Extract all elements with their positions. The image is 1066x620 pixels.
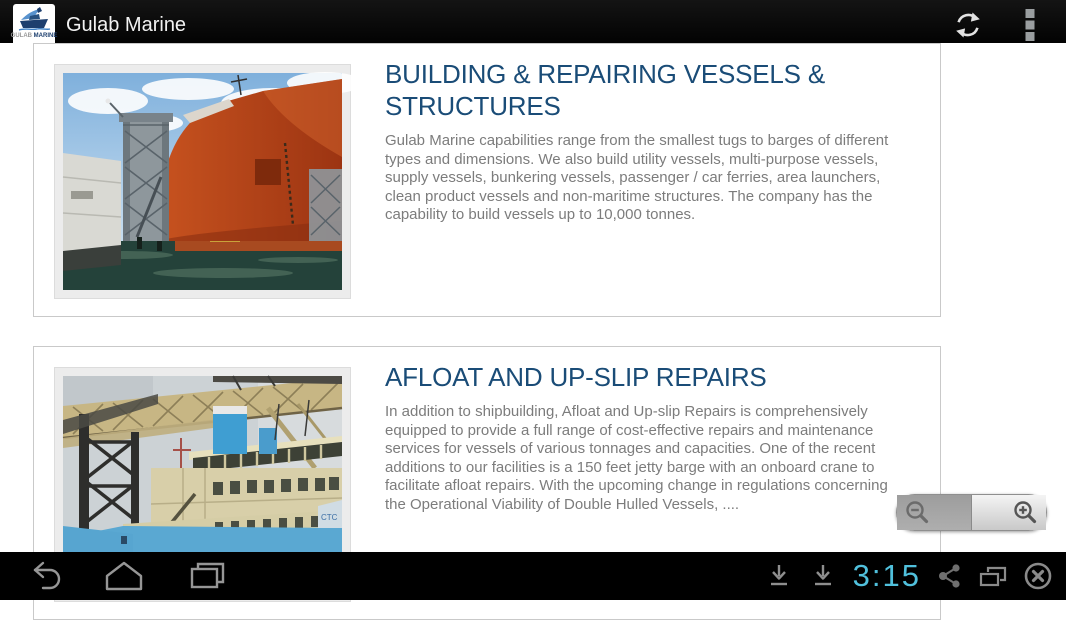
status-clock: 3:15 — [852, 558, 921, 593]
photo-drydock-vessel — [63, 73, 342, 290]
card-heading: AFLOAT AND UP-SLIP REPAIRS — [385, 362, 767, 392]
home-icon — [104, 560, 144, 592]
stack-logo-text: CTC — [321, 513, 338, 522]
card-image-frame — [54, 64, 351, 299]
ship-logo-icon — [17, 6, 51, 32]
recent-apps-button[interactable] — [188, 560, 226, 592]
zoom-in-icon — [1012, 499, 1039, 526]
download-icon — [767, 563, 791, 589]
list-item-building-repairing[interactable] — [33, 43, 941, 317]
display-capture-icon — [979, 563, 1007, 589]
card-heading: BUILDING & REPAIRING VESSELS & STRUCTURES — [385, 59, 825, 121]
zoom-out-button[interactable] — [897, 495, 972, 530]
recent-apps-icon — [188, 560, 226, 592]
system-tray[interactable] — [767, 552, 1053, 600]
logo-word-gulab: GULAB — [10, 33, 32, 39]
back-button[interactable] — [24, 560, 62, 592]
refresh-button[interactable] — [944, 1, 992, 49]
page-title: Gulab Marine — [66, 13, 187, 36]
zoom-in-button[interactable] — [972, 495, 1047, 530]
card-text-block — [385, 59, 909, 296]
content-scroll-area[interactable] — [0, 43, 1066, 540]
close-icon — [1023, 561, 1053, 591]
card-body-text: In addition to shipbuilding, Afloat and Up-slip Repairs is comprehensively equipped to provide a full range of cost-effective repairs and maintenance services for vessels of various tonnages and capacities. One of the recent additions to our facilities is a 150 feet jetty barge with an onboard crane to facilitate afloat repairs. With the upcoming change in regulations concerning the Operational Viability of Double Hulled Vessels, .... — [385, 403, 888, 513]
card-body-text: Gulab Marine capabilities range from the smallest tugs to barges of different types and dimensions. We also build utility vessels, multi-purpose vessels, supply vessels, bunkering vessels, passenger / car ferries, area launchers, clean product vessels and non-maritime structures. The company has the capability to build vessels up to 10,000 tonnes. — [385, 132, 889, 223]
system-navigation-bar — [0, 552, 1066, 600]
share-icon — [937, 562, 963, 590]
logo-word-marine: MARINE — [33, 33, 58, 39]
zoom-control — [896, 494, 1047, 531]
download-icon — [811, 563, 835, 589]
refresh-icon — [952, 9, 984, 41]
back-icon — [24, 560, 62, 592]
overflow-menu-button[interactable] — [1006, 1, 1054, 49]
logo-text — [11, 33, 58, 39]
zoom-out-icon — [904, 499, 931, 526]
app-logo — [10, 4, 58, 46]
overflow-menu-icon — [1024, 8, 1036, 42]
home-button[interactable] — [104, 560, 144, 592]
